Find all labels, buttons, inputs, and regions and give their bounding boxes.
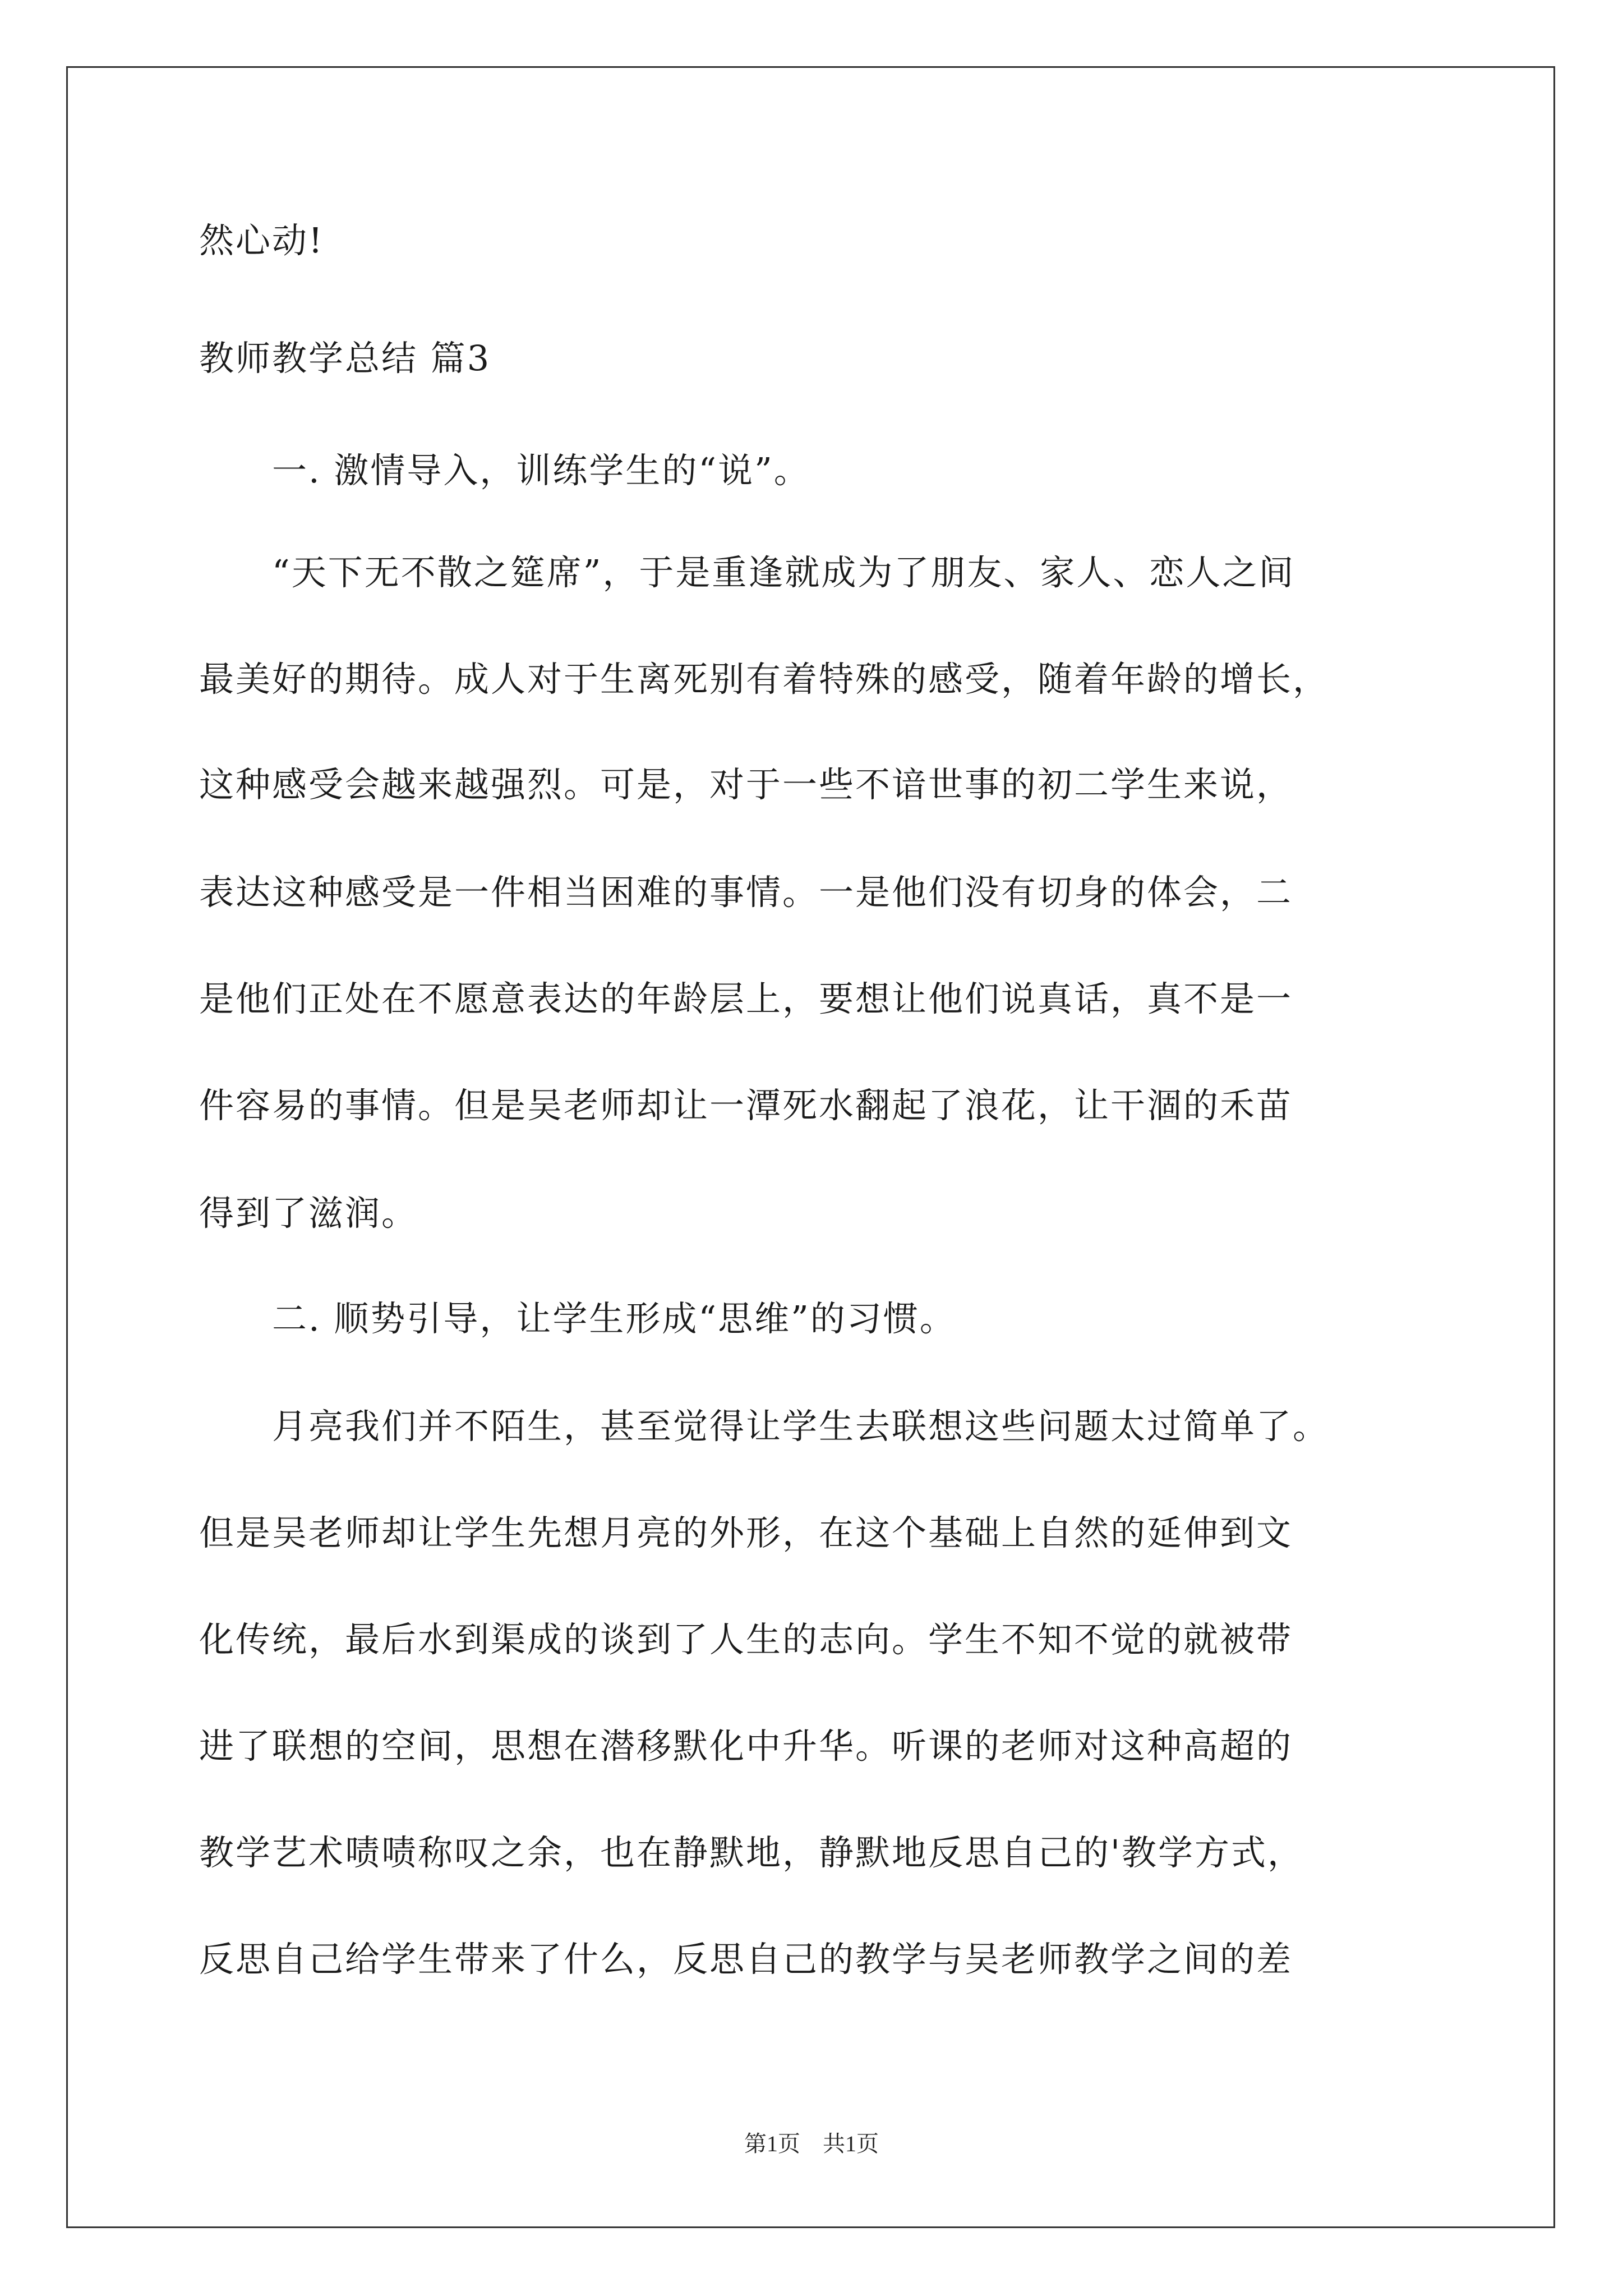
text-line: 是他们正处在不愿意表达的年龄层上，要想让他们说真话，真不是一: [199, 978, 1293, 1019]
text-line: 反思自己给学生带来了什么，反思自己的教学与吴老师教学之间的差: [199, 1939, 1293, 1980]
text-line: 最美好的期待。成人对于生离死别有着特殊的感受，随着年龄的增长，: [199, 659, 1330, 700]
page-number-footer: 第1页 共1页: [744, 2131, 879, 2156]
text-line: “天下无不散之筵席”，于是重逢就成为了朋友、家人、恋人之间: [199, 552, 1295, 593]
section-heading: 教师教学总结 篇3: [199, 338, 491, 379]
text-line: 得到了滋润。: [199, 1193, 418, 1234]
subheading-1: 一. 激情导入，训练学生的“说”。: [199, 450, 810, 491]
subheading-2: 二. 顺势引导，让学生形成“思维”的习惯。: [199, 1298, 956, 1339]
text-line: 件容易的事情。但是吴老师却让一潭死水翻起了浪花，让干涸的禾苗: [199, 1085, 1293, 1126]
text-line: 进了联想的空间，思想在潜移默化中升华。听课的老师对这种高超的: [199, 1726, 1293, 1766]
text-line: 但是吴老师却让学生先想月亮的外形，在这个基础上自然的延伸到文: [199, 1512, 1293, 1553]
text-line: 月亮我们并不陌生，甚至觉得让学生去联想这些问题太过简单了。: [199, 1406, 1330, 1447]
text-line: 表达这种感受是一件相当困难的事情。一是他们没有切身的体会，二: [199, 872, 1293, 913]
page-border: [66, 66, 1555, 2228]
text-line: 教学艺术啧啧称叹之余，也在静默地，静默地反思自己的'教学方式，: [199, 1832, 1304, 1873]
text-line: 化传统，最后水到渠成的谈到了人生的志向。学生不知不觉的就被带: [199, 1619, 1293, 1660]
text-line: 这种感受会越来越强烈。可是，对于一些不谙世事的初二学生来说，: [199, 764, 1293, 805]
text-line: 然心动!: [199, 220, 324, 261]
